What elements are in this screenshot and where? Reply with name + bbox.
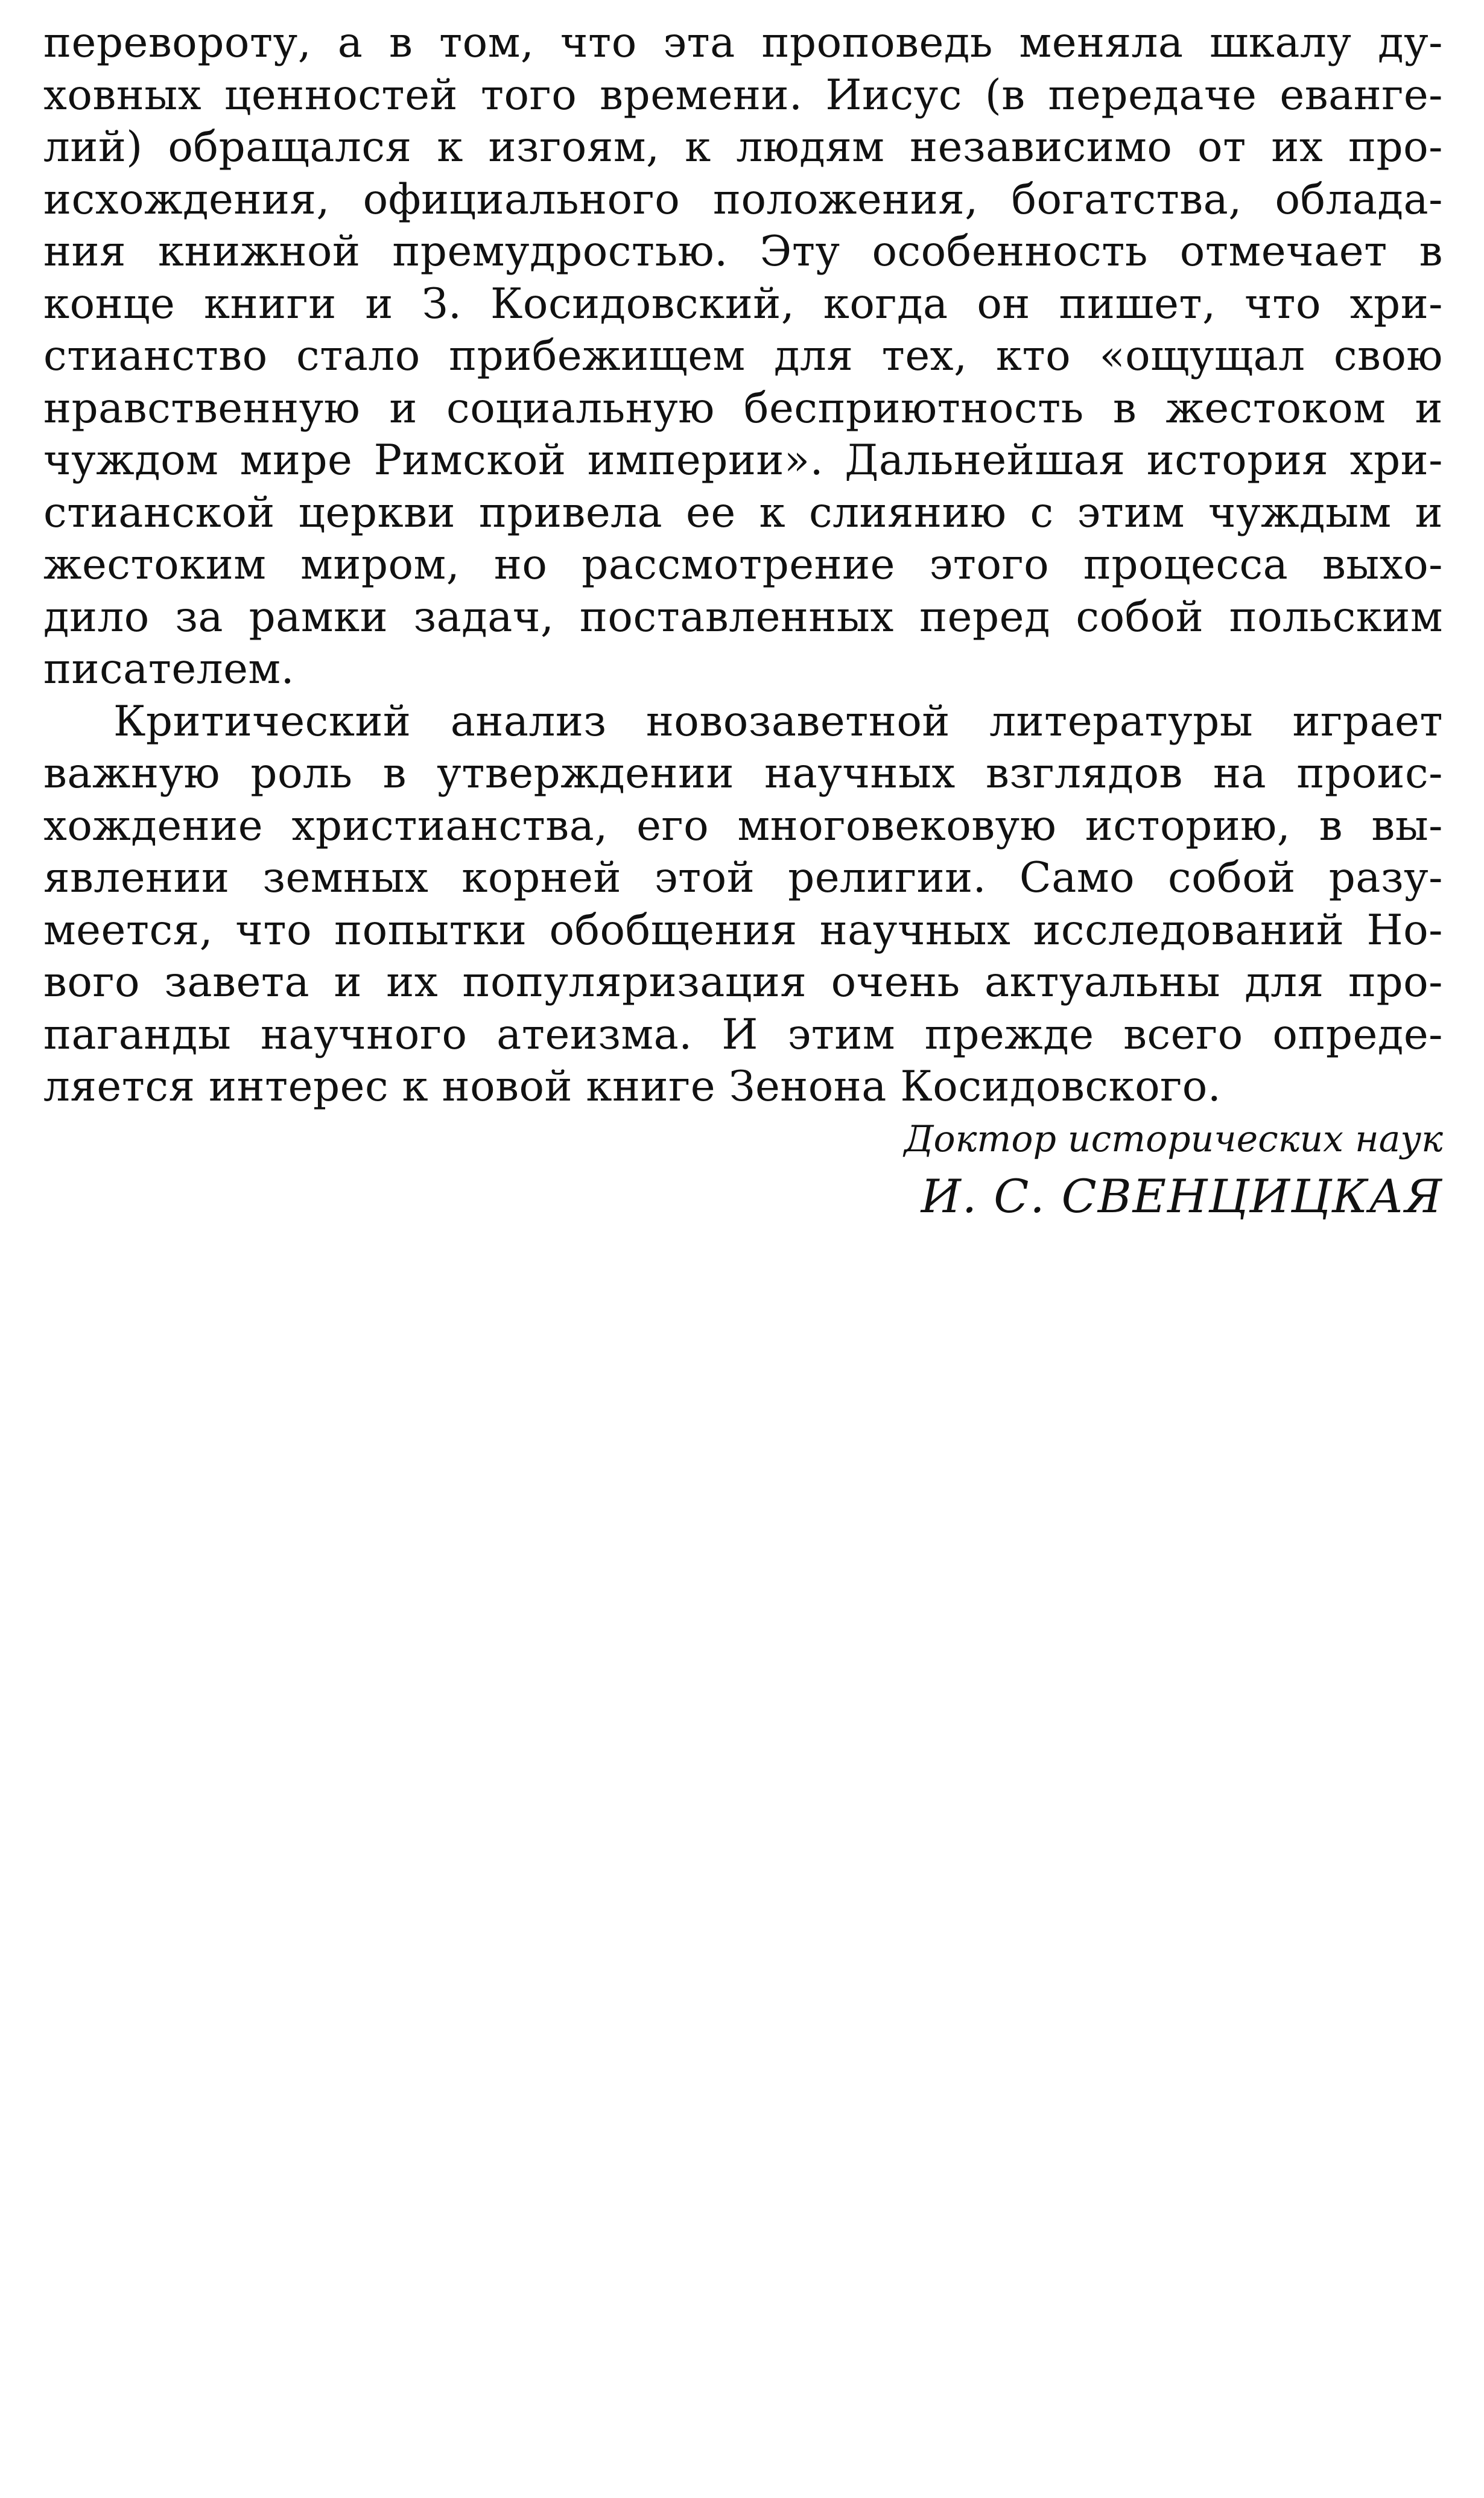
text-line: перевороту, а в том, что эта проповедь меняла шкалу ду- bbox=[43, 19, 1443, 67]
text-line: хождение христианства, его многовековую историю, в вы- bbox=[43, 801, 1443, 850]
text-line: ховных ценностей того времени. Иисус (в передаче еванге- bbox=[43, 71, 1443, 119]
paragraph-2 bbox=[43, 696, 1443, 1113]
text-line: вого завета и их популяризация очень актуальны для про- bbox=[43, 958, 1443, 1006]
text-line: нравственную и социальную бесприютность в жестоком и bbox=[43, 384, 1443, 433]
text-line: конце книги и З. Косидовский, когда он пишет, что хри- bbox=[43, 279, 1443, 328]
author-name: И. С. СВЕНЦИЦКАЯ bbox=[921, 1169, 1443, 1223]
text-line: дило за рамки задач, поставленных перед собой польским bbox=[43, 593, 1443, 641]
text-line: Критический анализ новозаветной литературы играет bbox=[113, 697, 1443, 746]
text-line: меется, что попытки обобщения научных исследований Но- bbox=[43, 906, 1443, 955]
text-line: явлении земных корней этой религии. Само собой разу- bbox=[43, 854, 1443, 902]
text-line: важную роль в утверждении научных взглядов на проис- bbox=[43, 749, 1443, 798]
text-line: ния книжной премудростью. Эту особенность отмечает в bbox=[43, 227, 1443, 276]
text-line: стианство стало прибежищем для тех, кто «ощущал свою bbox=[43, 332, 1443, 380]
text-line: исхождения, официального положения, богатства, облада- bbox=[43, 175, 1443, 224]
text-line: жестоким миром, но рассмотрение этого процесса выхо- bbox=[43, 541, 1443, 589]
text-line: писателем. bbox=[43, 645, 295, 693]
text-line: паганды научного атеизма. И этим прежде всего опреде- bbox=[43, 1010, 1443, 1059]
author-title: Доктор исторических наук bbox=[904, 1118, 1443, 1160]
text-line: чуждом мире Римской империи». Дальнейшая история хри- bbox=[43, 436, 1443, 485]
text-line: лий) обращался к изгоям, к людям независимо от их про- bbox=[43, 123, 1443, 171]
paragraph-1 bbox=[43, 17, 1443, 696]
page-text bbox=[43, 17, 1443, 1113]
text-line: стианской церкви привела ее к слиянию с этим чуждым и bbox=[43, 488, 1443, 537]
text-line: ляется интерес к новой книге Зенона Косидовского. bbox=[43, 1063, 1222, 1111]
